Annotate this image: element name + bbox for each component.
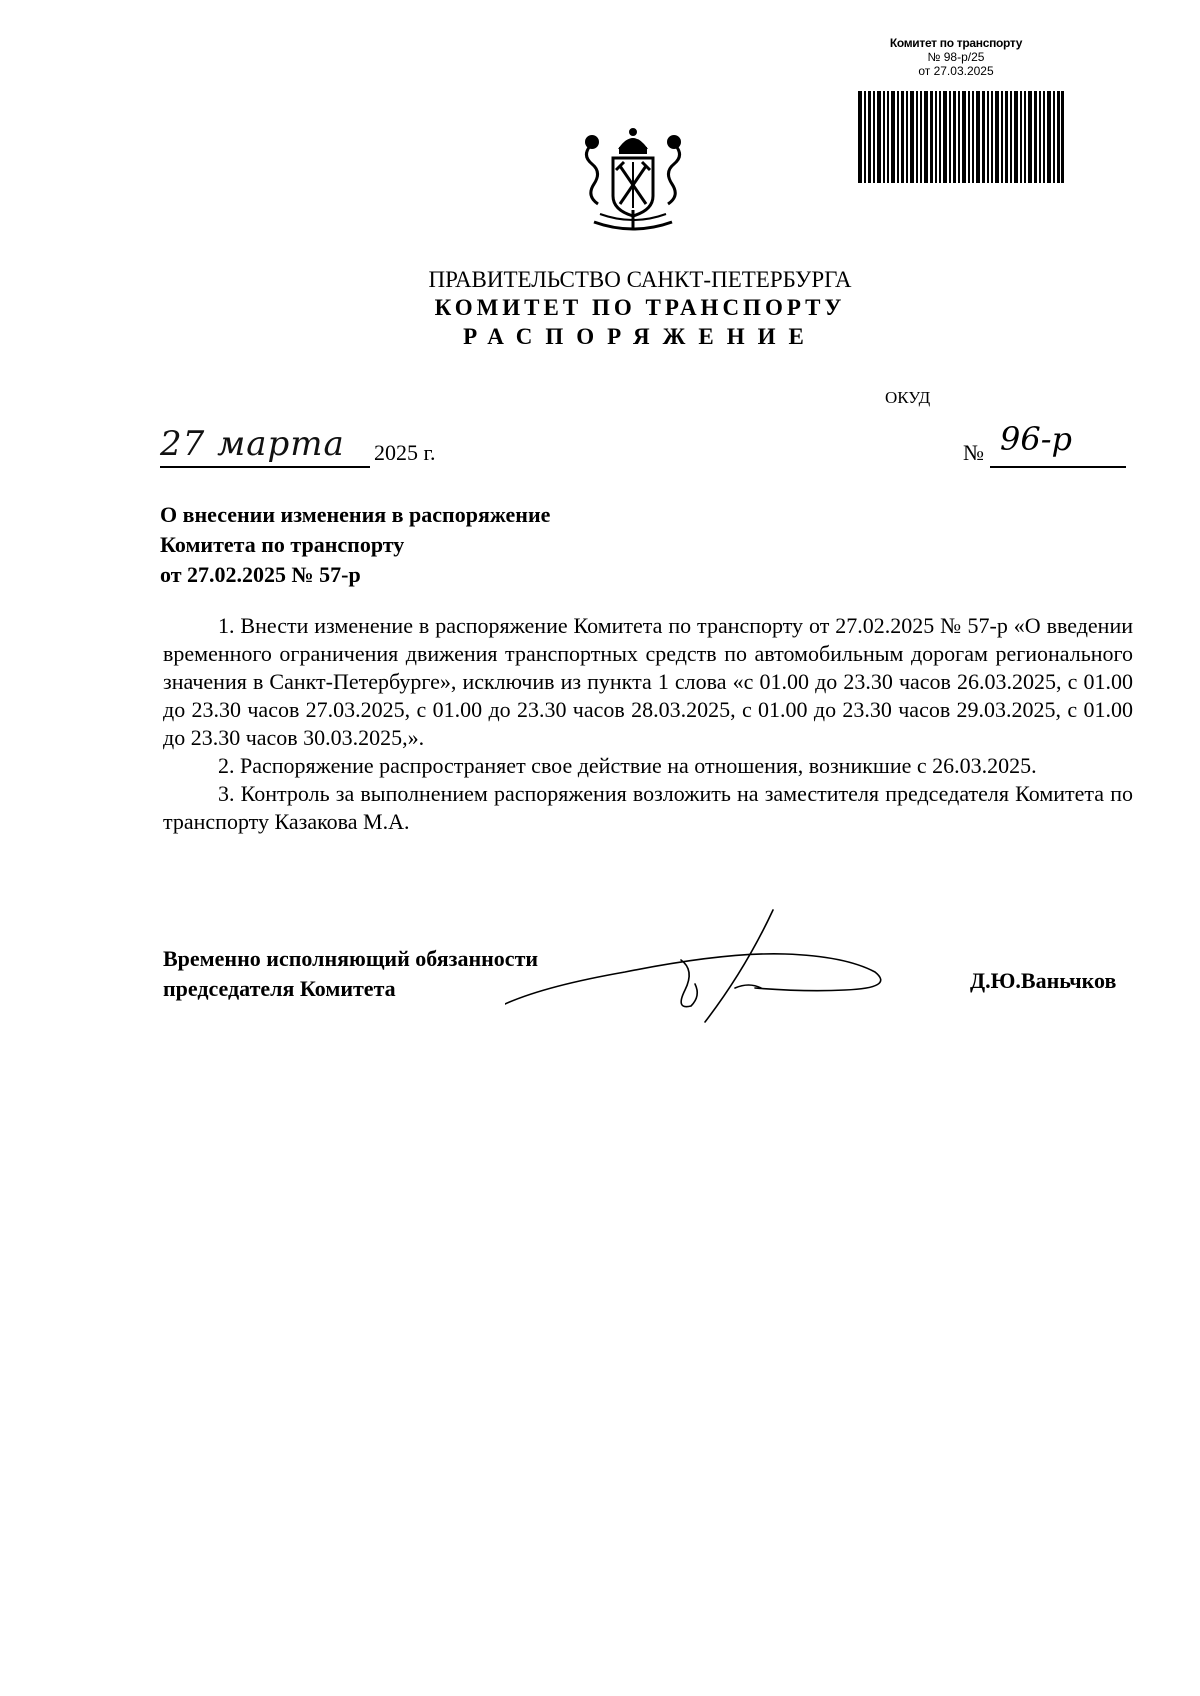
position-line-1: Временно исполняющий обязанности	[163, 946, 539, 971]
document-title	[160, 500, 760, 590]
title-line-1: О внесении изменения в распоряжение	[160, 502, 551, 527]
government-name: ПРАВИТЕЛЬСТВО САНКТ-ПЕТЕРБУРГА	[428, 267, 852, 292]
document-header	[300, 266, 980, 352]
date-year: 2025 г.	[374, 440, 436, 465]
stamp-date: от 27.03.2025	[918, 64, 994, 78]
position-line-2: председателя Комитета	[163, 976, 396, 1001]
date-underline	[160, 466, 370, 468]
registration-stamp	[856, 36, 1056, 78]
title-line-2: Комитета по транспорту	[160, 532, 405, 557]
document-type: РАСПОРЯЖЕНИЕ	[463, 324, 817, 349]
barcode-icon	[858, 91, 1064, 183]
paragraph-1: 1. Внести изменение в распоряжение Комитета по транспорту от 27.02.2025 № 57-р «О введении временного ограничения движения транспортных средств по автомобильным дорогам регионального значения в Санкт-Петербурге», исключив из пункта 1 слова «с 01.00 до 23.30 часов 26.03.2025, с 01.00 до 23.30 часов 27.03.2025, с 01.00 до 23.30 часов 28.03.2025, с 01.00 до 23.30 часов 29.03.2025, с 01.00 до 23.30 часов 30.03.2025,».	[163, 613, 1133, 750]
coat-of-arms-icon	[580, 126, 686, 238]
signatory-name: Д.Ю.Ваньчков	[970, 968, 1117, 993]
handwritten-number: 96-р	[1000, 420, 1073, 458]
handwritten-signature	[505, 900, 895, 1030]
okud-label: ОКУД	[885, 388, 931, 407]
number-label: №	[963, 440, 984, 465]
document-body	[163, 612, 1133, 836]
stamp-org: Комитет по транспорту	[889, 36, 1023, 50]
paragraph-2: 2. Распоряжение распространяет свое действие на отношения, возникшие с 26.03.2025.	[218, 753, 1037, 778]
title-line-3: от 27.02.2025 № 57-р	[160, 562, 361, 587]
paragraph-3: 3. Контроль за выполнением распоряжения возложить на заместителя председателя Комитета по транспорту Казакова М.А.	[163, 781, 1133, 834]
handwritten-date: 27 марта	[160, 424, 345, 464]
committee-name: КОМИТЕТ ПО ТРАНСПОРТУ	[434, 295, 846, 320]
stamp-number: № 98-р/25	[927, 50, 985, 64]
number-underline	[990, 466, 1126, 468]
